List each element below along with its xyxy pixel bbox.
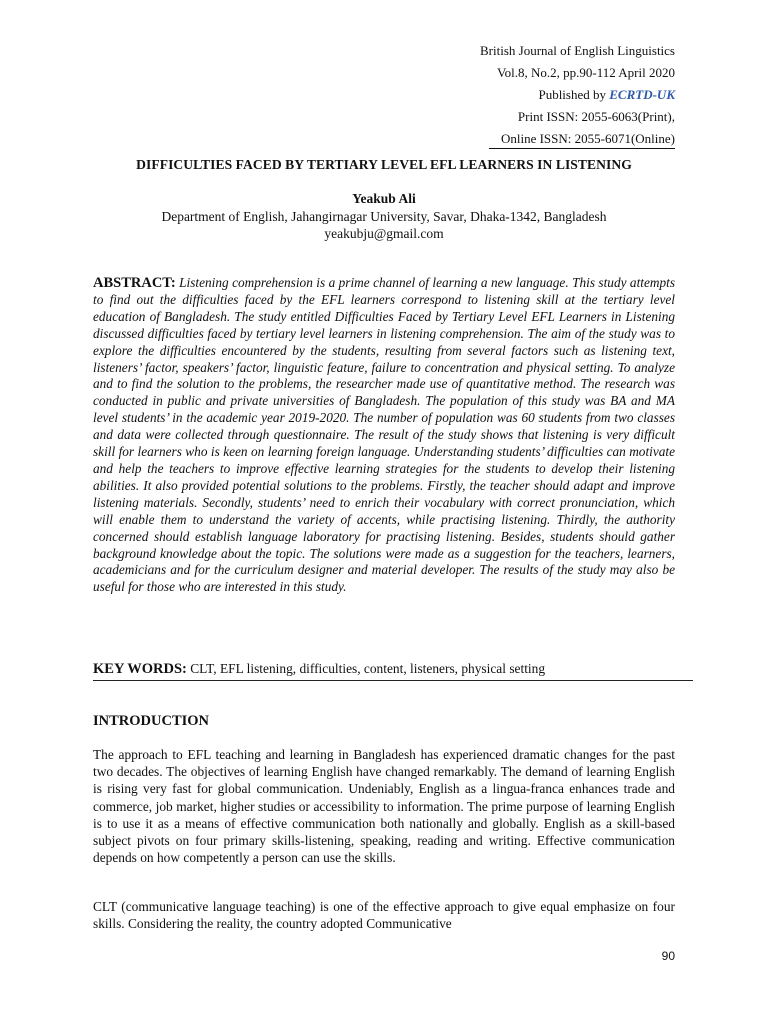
page-number: 90: [661, 949, 675, 963]
introduction-paragraph-1: The approach to EFL teaching and learning in Bangladesh has experienced dramatic changes for the past two decades. The objectives of learning English have changed remarkably. The demand of learning English is rising very fast for global communication. Undeniably, English as a lingua-franca enhances trade and commerce, job market, higher studies or accessibility to information. The prime purpose of learning English is to use it as a means of effective communication both nationally and globally. English as a skill-based subject pivots on four primary skills-listening, speaking, reading and writing. Effective communication depends on how competently a person can use the skills.: [93, 747, 675, 866]
abstract-text: Listening comprehension is a prime channel of learning a new language. This study attempts to find out the difficulties faced by the EFL learners correspond to listening skill at the tertiary level education of Bangladesh. The study entitled Difficulties Faced by Tertiary Level EFL Learners in Listening discussed difficulties faced by tertiary level learners in listening comprehension. The aim of the study was to explore the difficulties encountered by the students, resulting from several factors such as listening text, listeners’ factor, speakers’ factor, linguistic feature, failure to concentration and physical setting. To analyze and to find the solution to the problems, the researcher made use of quantitative method. The research was conducted in public and private universities of Bangladesh. The population of this study was BA and MA level students’ in the academic year 2019-2020. The number of population was 60 students from two classes and data were collected through questionnaire. The result of the study shows that listening is very difficult skill for learners who is keen on learning foreign language. Understanding students’ difficulties can motivate and help the teachers to improve effective learning strategies for the students to develop their listening abilities. It also provided potential solutions to the problems. Firstly, the teacher should adapt and improve listening materials. Secondly, students’ need to enrich their vocabulary with correct pronunciation, which will enable them to understand the variety of accents, while practising listening. Thirdly, the authority concerned should establish language laboratory for practising listening. Besides, students should gather background knowledge about the topic. The solutions were made as a suggestion for the teachers, learners, academicians and for the curriculum designer and material developer. The results of the study may also be useful for those who are interested in this study.: [93, 275, 675, 595]
author-affiliation-block: [93, 208, 675, 242]
online-issn: Online ISSN: 2055-6071(Online): [489, 130, 675, 149]
keywords: [93, 660, 693, 678]
author-name: Yeakub Ali: [352, 191, 416, 206]
keywords-label: KEY WORDS:: [93, 661, 187, 677]
keywords-divider: [93, 680, 693, 681]
published-by-prefix: Published by: [538, 87, 610, 102]
journal-volume: Vol.8, No.2, pp.90-112 April 2020: [496, 65, 675, 80]
journal-header: [480, 40, 675, 150]
introduction-heading: INTRODUCTION: [93, 713, 210, 729]
publisher-line: [480, 84, 675, 106]
author-affiliation: Department of English, Jahangirnagar University, Savar, Dhaka-1342, Bangladesh: [161, 209, 607, 224]
abstract-label: ABSTRACT:: [93, 275, 176, 291]
print-issn: Print ISSN: 2055-6063(Print),: [517, 109, 675, 124]
author-email: yeakubju@gmail.com: [324, 226, 444, 241]
journal-name: British Journal of English Linguistics: [480, 43, 675, 58]
publisher-name: ECRTD-UK: [609, 87, 675, 102]
introduction-paragraph-2: CLT (communicative language teaching) is one of the effective approach to give equal emphasize on four skills. Considering the reality, the country adopted Communicative: [93, 899, 675, 932]
paper-title: DIFFICULTIES FACED BY TERTIARY LEVEL EFL LEARNERS IN LISTENING: [136, 157, 632, 172]
abstract: [93, 275, 675, 596]
keywords-text: CLT, EFL listening, difficulties, content, listeners, physical setting: [186, 661, 546, 676]
